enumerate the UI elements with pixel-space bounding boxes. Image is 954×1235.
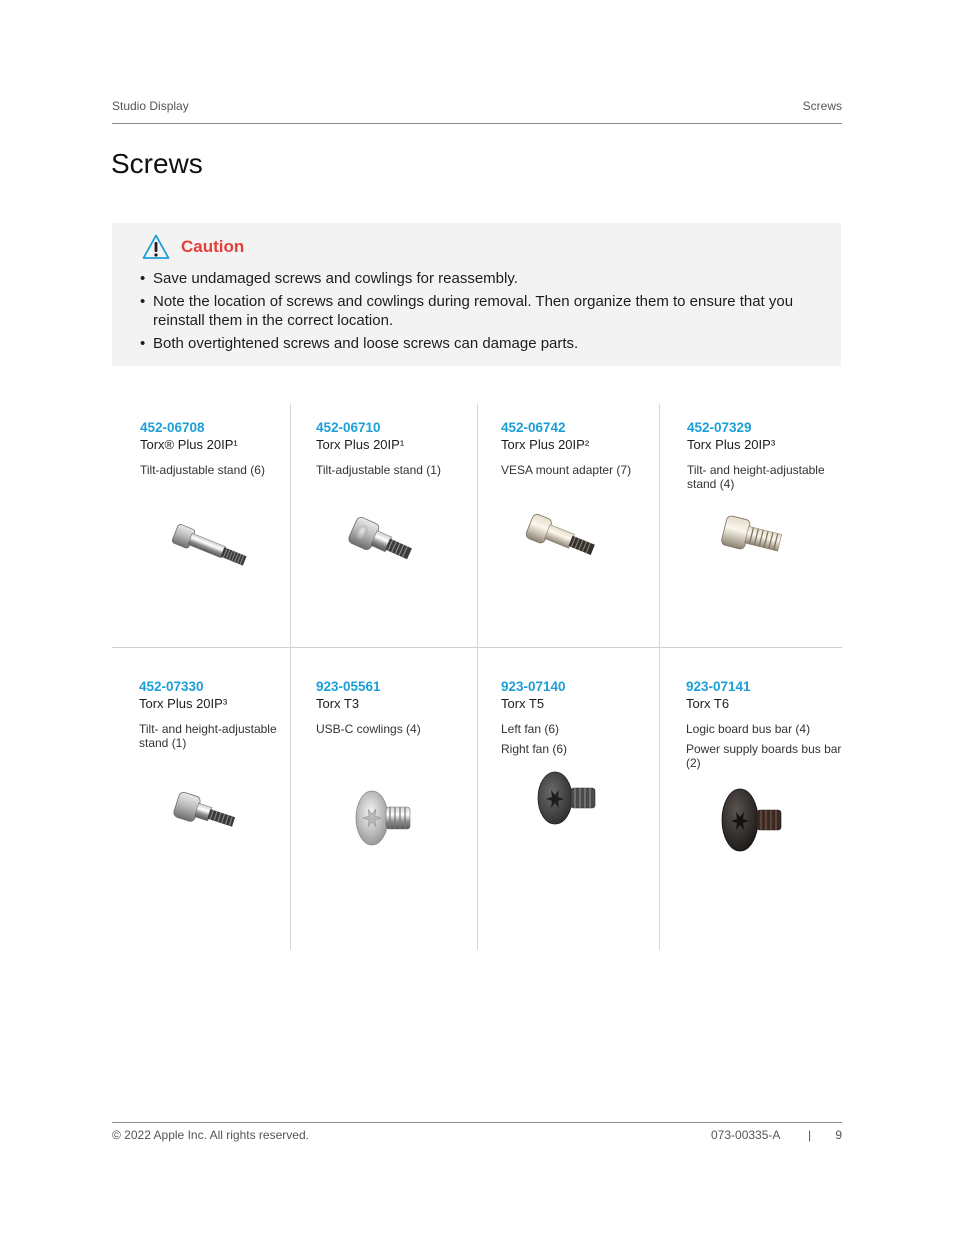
- caution-item: • Note the location of screws and cowlings during removal. Then organize them to ensure that you reinstall them in the correct location.: [138, 292, 828, 330]
- part-number: 923-07141: [686, 679, 751, 694]
- drive-type: Torx T3: [316, 696, 360, 711]
- part-number: 923-07140: [501, 679, 566, 694]
- part-number: 452-06708: [140, 420, 205, 435]
- footer-doc-number: 073-00335-A: [711, 1128, 781, 1142]
- screw-location: USB-C cowlings (4): [316, 722, 421, 736]
- screw-location: Right fan (6): [501, 742, 568, 756]
- screw-locations: [316, 463, 486, 477]
- page-title: Screws: [111, 148, 203, 179]
- screw-locations: [687, 463, 857, 491]
- screw-card: [501, 679, 671, 909]
- screw-image-short-gold: [717, 508, 791, 568]
- drive-type: Torx® Plus 20IP¹: [140, 437, 238, 452]
- screw-locations: [686, 722, 856, 770]
- caution-header: [141, 230, 244, 264]
- screw-location: VESA mount adapter (7): [501, 463, 632, 477]
- screw-locations: [140, 463, 310, 477]
- header-document-title: Studio Display: [112, 99, 189, 113]
- footer-copyright: © 2022 Apple Inc. All rights reserved.: [112, 1128, 309, 1142]
- screw-location: Tilt- and height-adjustable stand (4): [687, 463, 825, 491]
- screw-image-long-hex: [168, 518, 252, 578]
- footer-separator: |: [808, 1128, 812, 1142]
- screw-card: [140, 420, 310, 650]
- caution-box: [112, 223, 841, 366]
- screw-image-torx-t5-dark: [535, 767, 601, 829]
- screw-locations: [501, 463, 671, 477]
- screw-card: [139, 679, 309, 909]
- screw-card: [316, 679, 486, 909]
- footer-page-number: 9: [835, 1128, 842, 1142]
- footer-rule: [112, 1122, 842, 1123]
- drive-type: Torx T6: [686, 696, 730, 711]
- screw-card: [501, 420, 671, 650]
- screw-location: Tilt-adjustable stand (1): [316, 463, 441, 477]
- screw-image-torx-t3-silver: [352, 787, 416, 849]
- screw-image-shoulder: [346, 508, 420, 576]
- caution-item: • Both overtightened screws and loose screws can damage parts.: [138, 334, 828, 353]
- drive-type: Torx T5: [501, 696, 545, 711]
- screw-image-torx-t6-black: [720, 785, 790, 855]
- screw-location: Tilt- and height-adjustable stand (1): [139, 722, 277, 750]
- drive-type: Torx Plus 20IP³: [139, 696, 228, 711]
- part-number: 452-06742: [501, 420, 566, 435]
- screw-location: Left fan (6): [501, 722, 560, 736]
- part-number: 923-05561: [316, 679, 381, 694]
- screw-locations: [316, 722, 486, 736]
- part-number: 452-07330: [139, 679, 204, 694]
- screw-card: [686, 679, 856, 909]
- caution-item: • Save undamaged screws and cowlings for reassembly.: [138, 269, 828, 288]
- warning-triangle-icon: [141, 233, 171, 261]
- drive-type: Torx Plus 20IP³: [687, 437, 776, 452]
- screw-image-shoulder-gold: [521, 506, 603, 570]
- screw-locations: [139, 722, 309, 750]
- screw-location: Tilt-adjustable stand (6): [140, 463, 265, 477]
- part-number: 452-06710: [316, 420, 381, 435]
- screw-image-shoulder-small: [171, 787, 241, 839]
- screw-card: [316, 420, 486, 650]
- drive-type: Torx Plus 20IP¹: [316, 437, 405, 452]
- screw-location: Logic board bus bar (4): [686, 722, 811, 736]
- header-section-title: Screws: [802, 99, 842, 113]
- drive-type: Torx Plus 20IP²: [501, 437, 590, 452]
- part-number: 452-07329: [687, 420, 752, 435]
- caution-title: Caution: [181, 237, 245, 256]
- screw-location: Power supply boards bus bar (2): [686, 742, 842, 770]
- screw-card: [687, 420, 857, 650]
- page-header: [112, 99, 842, 124]
- screw-locations: [501, 722, 671, 756]
- screw-grid: [112, 404, 842, 950]
- caution-list: [138, 269, 828, 357]
